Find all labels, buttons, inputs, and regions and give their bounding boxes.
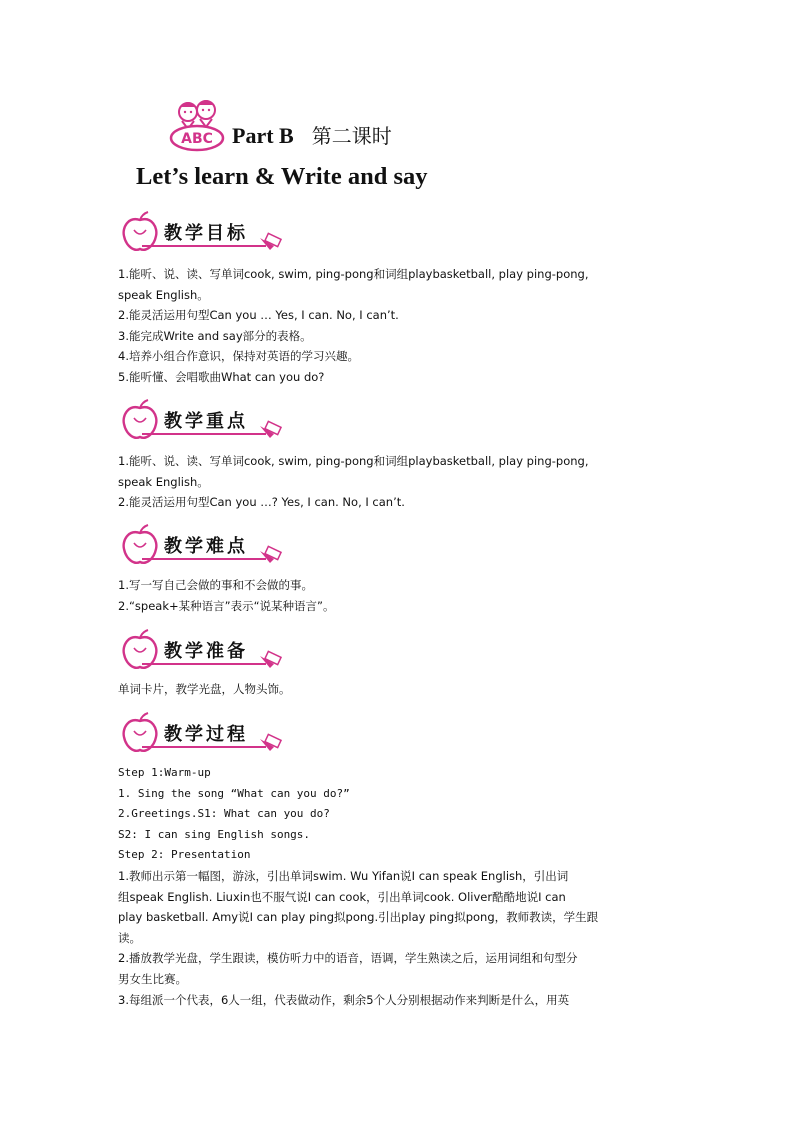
preparation-text (118, 679, 678, 700)
text-line: 组speak English. Liuxin也不服气说I can cook，引出单词cook. Oliver酷酷地说I can (118, 889, 566, 904)
text-line: 读。 (118, 930, 141, 945)
text-line: Step 2: Presentation (118, 848, 251, 862)
abc-kids-icon (168, 96, 226, 152)
text-line: 2.播放教学光盘，学生跟读，模仿听力中的语音，语调，学生熟读之后，运用词组和句型分 (118, 951, 578, 966)
text-line: play basketball. Amy说I can play ping拟pong.引出play ping拟pong，教师教读，学生跟 (118, 910, 599, 925)
section-heading-goals (120, 210, 290, 254)
text-line: speak English。 (118, 287, 209, 302)
section-title: 教学过程 (164, 724, 248, 745)
section-title: 教学重点 (164, 411, 248, 432)
section-heading-difficulties (120, 523, 290, 567)
text-line: 男女生比赛。 (118, 971, 187, 986)
section-heading-process (120, 711, 290, 755)
difficulties-text (118, 575, 678, 616)
logo-text: ABC (181, 131, 213, 147)
text-line: 3.每组派一个代表，6人一组，代表做动作，剩余5个人分别根据动作来判断是什么，用英 (118, 992, 570, 1007)
key-points-text (118, 451, 678, 513)
section-title: 教学难点 (164, 536, 248, 557)
part-title: Part B 第二课时 (232, 123, 392, 148)
text-line: 1. Sing the song “What can you do?” (118, 786, 350, 800)
text-line: 1.能听、说、读、写单词cook, swim, ping-pong和词组playbasketball, play ping-pong, (118, 454, 589, 468)
section-title: 教学准备 (164, 641, 248, 662)
text-line: 4.培养小组合作意识，保持对英语的学习兴趣。 (118, 349, 359, 364)
text-line: speak English。 (118, 474, 209, 489)
text-line: 2.能灵活运用句型Can you … Yes, I can. No, I can’t. (118, 308, 399, 323)
lesson-label: 第二课时 (311, 124, 392, 148)
section-heading-key-points (120, 398, 290, 442)
section-heading-preparation (120, 628, 290, 672)
text-line: 1.教师出示第一幅图，游泳，引出单词swim. Wu Yifan说I can speak English，引出词 (118, 868, 569, 883)
text-line: S2: I can sing English songs. (118, 827, 311, 841)
text-line: 3.能完成Write and say部分的表格。 (118, 328, 312, 343)
text-line: 单词卡片，教学光盘，人物头饰。 (118, 682, 291, 696)
text-line: 2.能灵活运用句型Can you …? Yes, I can. No, I can’t. (118, 495, 405, 510)
text-line: 5.能听懂、会唱歌曲What can you do? (118, 369, 325, 384)
text-line: 1.能听、说、读、写单词cook, swim, ping-pong和词组playbasketball, play ping-pong, (118, 267, 589, 281)
lesson-title: Let’s learn & Write and say (136, 163, 428, 190)
text-line: Step 1:Warm-up (118, 766, 211, 779)
section-title: 教学目标 (164, 223, 248, 244)
goals-text (118, 264, 678, 388)
text-line: 2.“speak+某种语言”表示“说某种语言”。 (118, 598, 335, 613)
text-line: 1.写一写自己会做的事和不会做的事。 (118, 578, 313, 592)
process-text (118, 763, 678, 1010)
text-line: 2.Greetings.S1: What can you do? (118, 807, 330, 821)
